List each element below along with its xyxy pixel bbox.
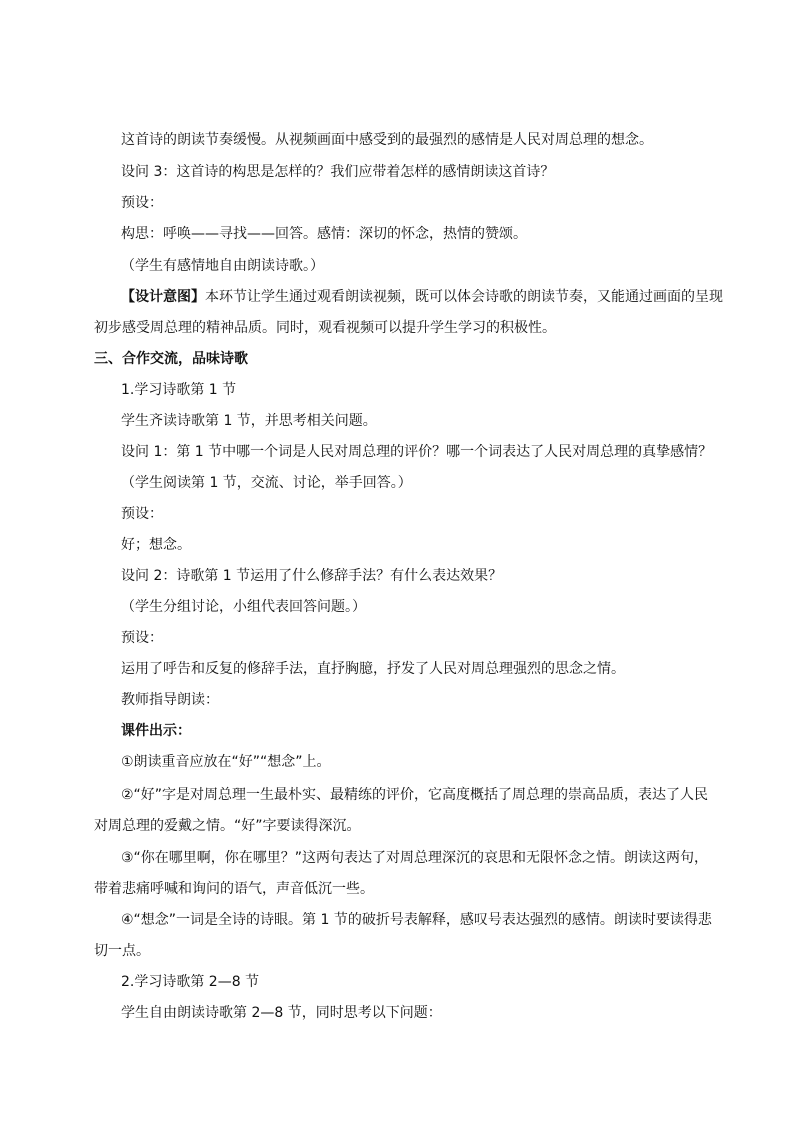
design-intent-line xyxy=(121,287,723,307)
section-heading: 三、合作交流，品味诗歌 xyxy=(94,351,248,367)
paragraph-line: （学生有感情地自由朗读诗歌。） xyxy=(121,258,324,274)
paragraph-line: （学生阅读第 1 节，交流、讨论，举手回答。） xyxy=(121,475,412,491)
preset-label: 预设： xyxy=(121,630,163,646)
paragraph-line: 构思：呼唤——寻找——回答。感情：深切的怀念，热情的赞颂。 xyxy=(121,226,527,242)
design-intent-text: 本环节让学生通过观看朗读视频，既可以体会诗歌的朗读节奏，又能通过画面的呈现 xyxy=(205,289,723,305)
preset-label: 预设： xyxy=(121,195,163,211)
paragraph-line: 初步感受周总理的精神品质。同时，观看视频可以提升学生学习的积极性。 xyxy=(94,320,556,336)
paragraph-line: 对周总理的爱戴之情。“好”字要读得深沉。 xyxy=(94,818,361,834)
question-2: 设问 2：诗歌第 1 节运用了什么修辞手法？有什么表达效果？ xyxy=(121,568,503,584)
list-item: ②“好”字是对周总理一生最朴实、最精练的评价，它高度概括了周总理的崇高品质，表达了人民 xyxy=(121,787,709,803)
question-3: 设问 3：这首诗的构思是怎样的？我们应带着怎样的感情朗读这首诗？ xyxy=(121,164,555,180)
paragraph-line: 学生齐读诗歌第 1 节，并思考相关问题。 xyxy=(121,413,377,429)
preset-label: 预设： xyxy=(121,506,163,522)
paragraph-line: 切一点。 xyxy=(94,943,150,959)
paragraph-line: 好；想念。 xyxy=(121,537,191,553)
courseware-label: 课件出示： xyxy=(121,723,191,739)
question-1: 设问 1：第 1 节中哪一个词是人民对周总理的评价？哪一个词表达了人民对周总理的真挚感情？ xyxy=(121,444,713,460)
paragraph-line: 学生自由朗读诗歌第 2—8 节，同时思考以下问题： xyxy=(121,1005,442,1021)
paragraph-line: 运用了呼告和反复的修辞手法，直抒胸臆，抒发了人民对周总理强烈的思念之情。 xyxy=(121,661,625,677)
paragraph-line: 这首诗的朗读节奏缓慢。从视频画面中感受到的最强烈的感情是人民对周总理的想念。 xyxy=(121,132,653,148)
paragraph-line: （学生分组讨论，小组代表回答问题。） xyxy=(121,599,366,615)
subsection-heading: 1.学习诗歌第 1 节 xyxy=(121,382,237,398)
design-intent-tag: 【设计意图】 xyxy=(121,289,205,305)
list-item: ①朗读重音应放在“好”“想念”上。 xyxy=(121,754,331,770)
paragraph-line: 教师指导朗读： xyxy=(121,692,219,708)
list-item: ③“你在哪里啊，你在哪里？”这两句表达了对周总理深沉的哀思和无限怀念之情。朗读这两句， xyxy=(121,850,709,866)
subsection-heading: 2.学习诗歌第 2—8 节 xyxy=(121,974,260,990)
paragraph-line: 带着悲痛呼喊和询问的语气，声音低沉一些。 xyxy=(94,881,374,897)
list-item: ④“想念”一词是全诗的诗眼。第 1 节的破折号表解释，感叹号表达强烈的感情。朗读时要读得悲 xyxy=(121,912,712,928)
